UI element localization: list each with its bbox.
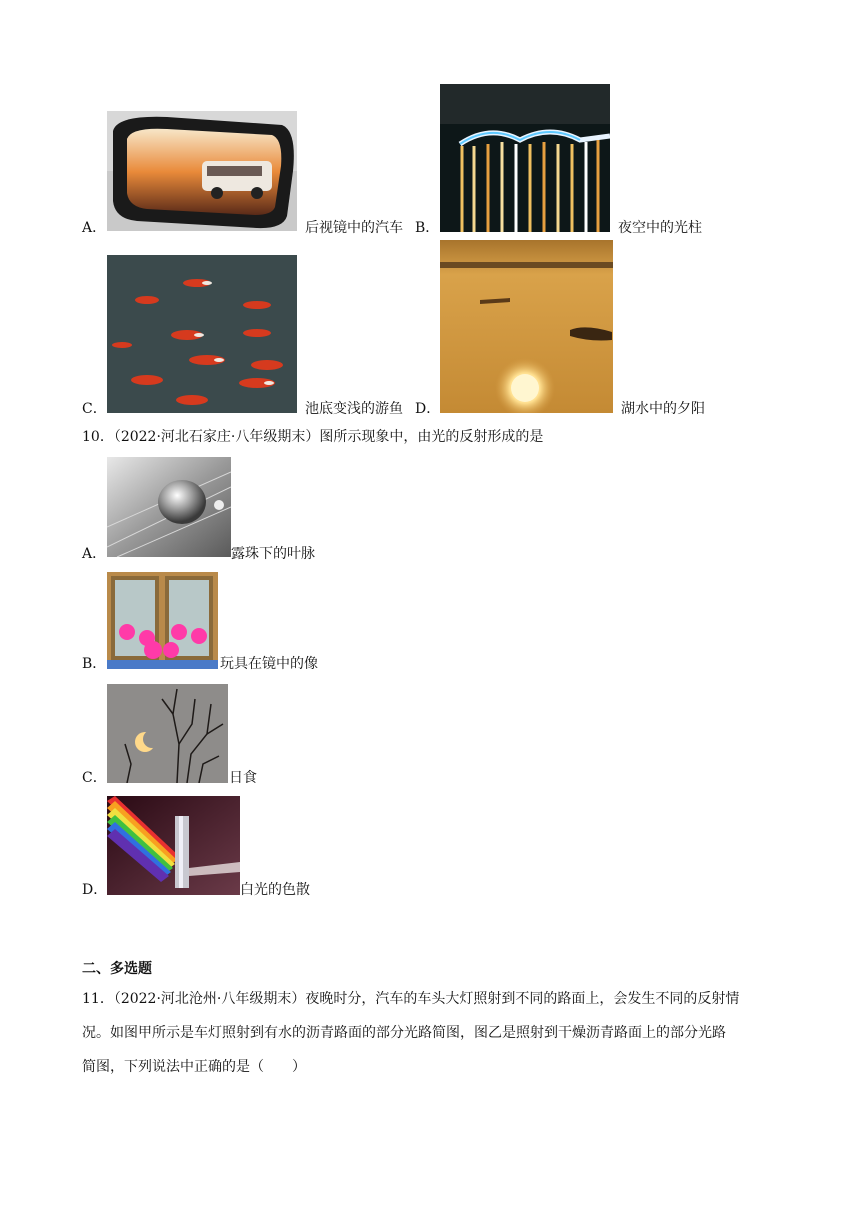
- q10-option-c-letter: C．: [82, 770, 107, 786]
- q10-option-b-letter: B．: [82, 656, 107, 672]
- dewdrop-leaf-image: [107, 457, 231, 557]
- section-heading: 二、多选题: [82, 961, 152, 977]
- lake-sunset-image: [440, 240, 613, 413]
- q10-option-a-letter: A．: [82, 546, 107, 562]
- q9-option-b-caption: 夜空中的光柱: [618, 220, 702, 236]
- q9-option-a-caption: 后视镜中的汽车: [305, 220, 403, 236]
- q9-option-a-letter: A．: [82, 220, 107, 236]
- mirror-toys-image: [107, 572, 218, 669]
- q11-stem-line-1: 11．（2022·河北沧州·八年级期末）夜晚时分，汽车的车头大灯照射到不同的路面上，会发生不同的反射情: [82, 991, 740, 1007]
- q11-stem-line-2: 况。如图甲所示是车灯照射到有水的沥青路面的部分光路简图，图乙是照射到干燥沥青路面上的部分光路: [82, 1025, 726, 1041]
- q9-option-d-letter: D．: [415, 401, 441, 417]
- q10-option-c-caption: 日食: [229, 770, 257, 786]
- q10-option-b-caption: 玩具在镜中的像: [220, 656, 318, 672]
- solar-eclipse-image: [107, 684, 228, 783]
- light-pillars-image: [440, 84, 610, 232]
- goldfish-pond-image: [107, 255, 297, 413]
- q10-option-a-caption: 露珠下的叶脉: [231, 546, 315, 562]
- q9-option-d-caption: 湖水中的夕阳: [621, 401, 705, 417]
- q11-stem-line-3: 简图，下列说法中正确的是（ ）: [82, 1059, 306, 1075]
- q9-option-b-letter: B．: [415, 220, 440, 236]
- prism-dispersion-image: [107, 796, 240, 895]
- q9-option-c-letter: C．: [82, 401, 107, 417]
- q10-option-d-caption: 白光的色散: [240, 882, 310, 898]
- q9-option-c-caption: 池底变浅的游鱼: [305, 401, 403, 417]
- rearview-mirror-image: [107, 111, 297, 231]
- q10-option-d-letter: D．: [82, 882, 108, 898]
- q10-stem: 10．（2022·河北石家庄·八年级期末）图所示现象中，由光的反射形成的是: [82, 429, 544, 445]
